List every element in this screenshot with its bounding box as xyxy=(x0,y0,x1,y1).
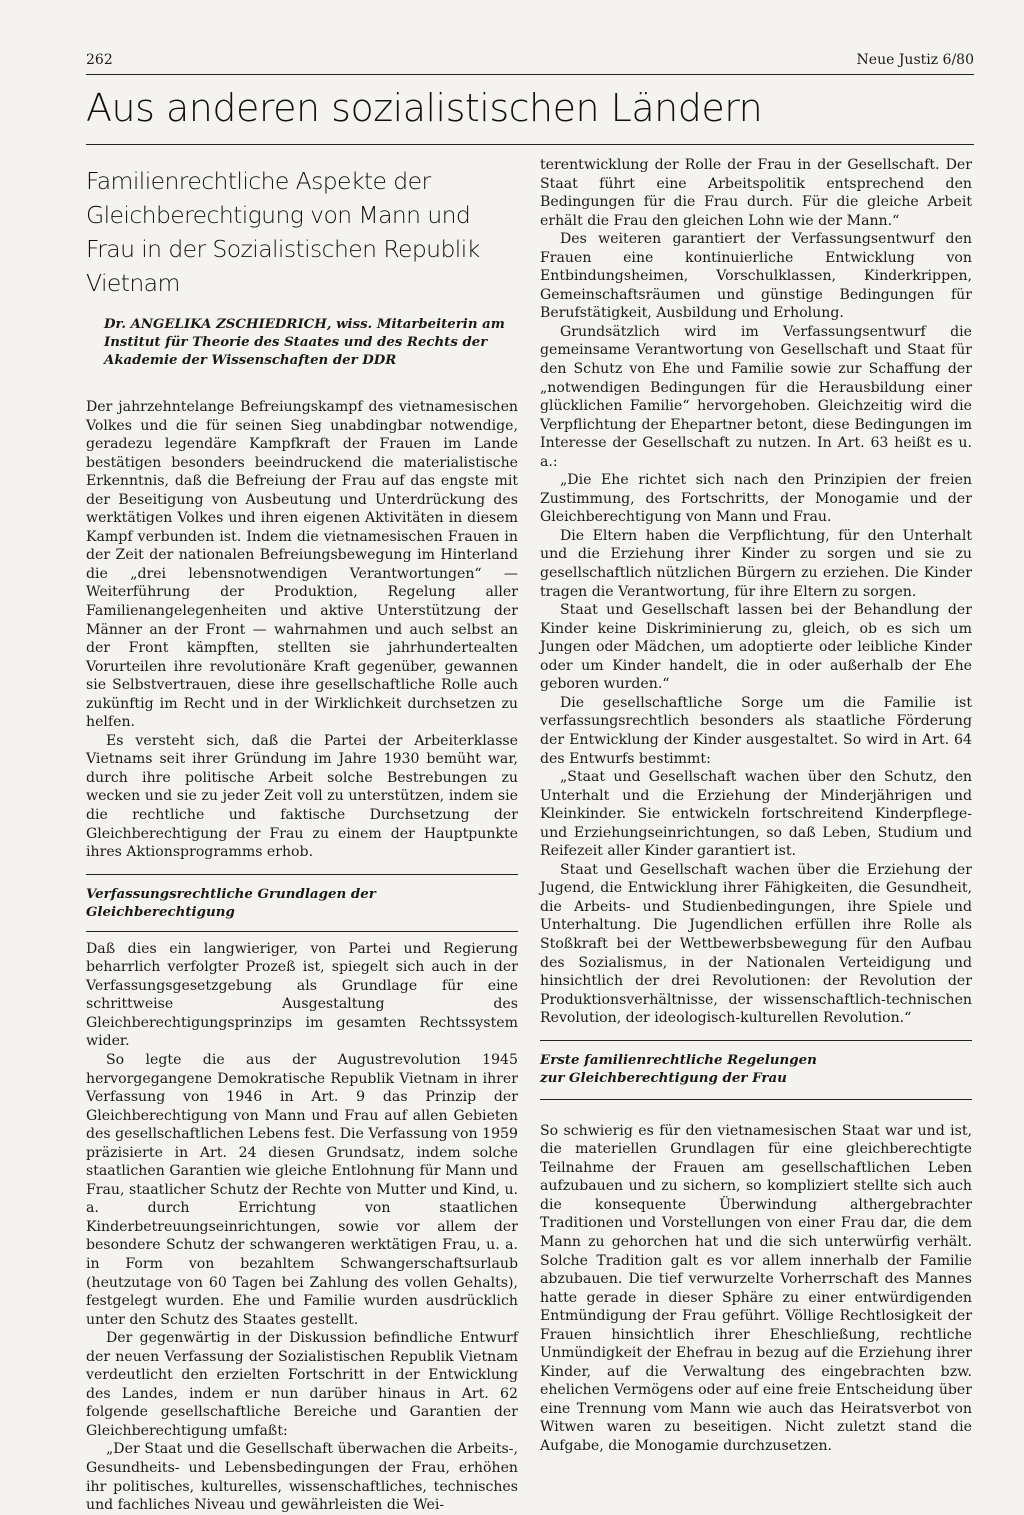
paragraph: Des weiteren garantiert der Verfassungsentwurf den Frauen eine kontinuierliche Entwicklung von Entbindungsheimen, Vorschulklassen, Kinderkrippen, Gemeinschaftsräumen und günstige Bedingungen für Berufstätigkeit, Ausbildung und Erholung. xyxy=(540,231,972,322)
subheading-line: zur Gleichberechtigung der Frau xyxy=(540,1069,787,1086)
paragraph: So schwierig es für den vietnamesischen Staat war und ist, die materiellen Grundlagen für eine gleichberechtigte Teilnahme der Frauen am gesellschaftlichen Leben aufzubauen und zu sichern, so kompliziert stellte sich auch die konsequente Überwindung althergebrachter Traditionen und Vorstellungen von einer Frau dar, die dem Mann zu gehorchen hat und die sich unterwürfig verhält. Solche Tradition galt es vor allem innerhalb der Familie abzubauen. Die tief verwurzelte Vorherrschaft des Mannes hatte gerade in dieser Sphäre zu einer entwürdigenden Entmündigung der Frau geführt. Völlige Rechtlosigkeit der Frauen hinsichtlich ihrer Eheschließung, rechtliche Unmündigkeit der Ehefrau in bezug auf die Erziehung ihrer Kinder, auf die Verwaltung des eingebrachten bzw. ehelichen Vermögens oder auf eine freie Entscheidung über eine Trennung vom Mann wie auch das Heiratsverbot von Witwen waren zu beseitigen. Nicht zuletzt stand die Aufgabe, die Monogamie durchzusetzen. xyxy=(540,1122,972,1454)
subheading-constitutional: Verfassungsrechtliche Grundlagen der Gleichberechtigung xyxy=(86,885,376,920)
subheading-rule xyxy=(540,1099,972,1100)
article-title: Familienrechtliche Aspekte der Gleichberechtigung von Mann und Frau in der Sozialistischen Republik Vietnam xyxy=(86,167,480,297)
spacer xyxy=(540,1108,972,1122)
paragraph: Staat und Gesellschaft wachen über die Erziehung der Jugend, die Entwicklung ihrer Fähigkeiten, die Gesundheit, die Arbeits- und Studienbedingungen, ihre Spiele und Unterhaltung. Die Jugendlichen erfüllen ihre Rolle als Stoßkraft bei der Wettbewerbsbewegung für den Aufbau des Sozialismus, in der Nationalen Verteidigung und hinsichtlich der drei Revolutionen: der Revolution der Produktionsverhältnisse, der wissenschaftlich-technischen Revolution, der ideologisch-kulturellen Revolution.“ xyxy=(540,861,972,1027)
paragraph: Die gesellschaftliche Sorge um die Familie ist verfassungsrechtlich besonders als staatliche Förderung der Entwicklung der Kinder ausgestaltet. So wird in Art. 64 des Entwurfs bestimmt: xyxy=(540,694,972,767)
paragraph: Es versteht sich, daß die Partei der Arbeiterklasse Vietnams seit ihrer Gründung im Jahre 1930 bemüht war, durch ihre politische Arbeit solche Bestrebungen zu wecken und sie zu jeder Zeit voll zu unterstützen, indem sie die rechtliche und faktische Durchsetzung der Gleichberechtigung der Frau zu einem der Hauptpunkte ihres Aktionsprogramms erhob. xyxy=(86,732,518,861)
paragraph: Die Eltern haben die Verpflichtung, für den Unterhalt und die Erziehung ihrer Kinder zu sorgen und sie zu gesellschaftlich nützlichen Bürgern zu erziehen. Die Kinder tragen die Verantwortung, für ihre Eltern zu sorgen. xyxy=(540,527,972,600)
page-number: 262 xyxy=(86,52,113,68)
paragraph: So legte die aus der Augustrevolution 1945 hervorgegangene Demokratische Republik Vietnam in ihrer Verfassung von 1946 in Art. 9 das Prinzip der Gleichberechtigung von Mann und Frau auf allen Gebieten des gesellschaftlichen Lebens fest. Die Verfassung von 1959 präzisierte in Art. 24 diesen Grundsatz, indem solche staatlichen Garantien wie gleiche Entlohnung für Mann und Frau, staatlicher Schutz der Rechte von Mutter und Kind, u. a. durch Errichtung von staatlichen Kinderbetreuungseinrichtungen, sowie vor allem der besondere Schutz der schwangeren werktätigen Frau, u. a. in Form von bezahltem Schwangerschaftsurlaub (heutzutage von 60 Tagen bei Zahlung des vollen Gehalts), festgelegt wurden. Ehe und Familie wurden ausdrücklich unter den Schutz des Staates gestellt. xyxy=(86,1051,518,1328)
paragraph: Daß dies ein langwieriger, von Partei und Regierung beharrlich verfolgter Prozeß ist, spiegelt sich auch in der Verfassungsgesetzgebung als Grundlage für eine schrittweise Ausgestaltung des Gleichberechtigungsprinzips im gesamten Rechtssystem wider. xyxy=(86,940,518,1050)
quote-paragraph: „Die Ehe richtet sich nach den Prinzipien der freien Zustimmung, des Fortschritts, der Monogamie und der Gleichberechtigung von Mann und Frau. xyxy=(540,472,972,526)
author-line: Dr. ANGELIKA ZSCHIEDRICH, wiss. Mitarbeiterin am Institut für Theorie des Staates und des Rechts der Akademie der Wissenschaften der DDR xyxy=(104,317,505,368)
paragraph: terentwicklung der Rolle der Frau in der Gesellschaft. Der Staat führt eine Arbeitspolitik entsprechend den Bedingungen für die Frau durch. Für die gleiche Arbeit erhält die Frau den gleichen Lohn wie der Mann.“ xyxy=(540,157,972,229)
paragraph: Staat und Gesellschaft lassen bei der Behandlung der Kinder keine Diskriminierung zu, gleich, ob es sich um Jungen oder Mädchen, um adoptierte oder leibliche Kinder oder um Kinder handelt, die in oder außerhalb der Ehe geboren wurden.“ xyxy=(540,602,972,693)
section-title: Aus anderen sozialistischen Ländern xyxy=(86,86,763,130)
subheading-family-law xyxy=(540,1051,972,1087)
right-column xyxy=(540,156,972,1456)
subheading-rule xyxy=(540,1040,972,1041)
section-rule xyxy=(86,144,974,145)
journal-issue: Neue Justiz 6/80 xyxy=(856,52,974,68)
left-column xyxy=(86,156,518,1515)
paragraph: Der jahrzehntelange Befreiungskampf des vietnamesischen Volkes und die für seinen Sieg unabdingbar notwendige, geradezu legendäre Kampfkraft der Frauen im Lande bestätigen besonders beeindruckend die materialistische Erkenntnis, daß die Befreiung der Frau auf das engste mit der Beseitigung von Ausbeutung und Unterdrückung des werktätigen Volkes und ihren eigenen Aktivitäten in diesem Kampf verbunden ist. Indem die vietnamesischen Frauen in der Zeit der nationalen Befreiungsbewegung im Hinterland die „drei lebensnotwendigen Verantwortungen“ — Weiterführung der Produktion, Regelung aller Familienangelegenheiten und aktive Unterstützung der Männer an der Front — wahrnahmen und auch selbst an der Front kämpften, stellten sie jahrhundertealten Vorurteilen ihre revolutionäre Kraft gegenüber, gewannen sie Selbstvertrauen, diese ihre gesellschaftliche Rolle auch zukünftig im Recht und in der Wirklichkeit durchsetzen zu helfen. xyxy=(86,399,518,731)
quote-paragraph: „Der Staat und die Gesellschaft überwachen die Arbeits-, Gesundheits- und Lebensbedingungen der Frau, erhöhen ihr politisches, kulturelles, wissenschaftliches, technisches und fachliches Niveau und gewährleisten die Wei- xyxy=(86,1441,518,1514)
paragraph: Grundsätzlich wird im Verfassungsentwurf die gemeinsame Verantwortung von Gesellschaft und Staat für den Schutz von Ehe und Familie sowie zur Schaffung der „notwendigen Bedingungen für die Herausbildung einer glücklichen Familie“ hervorgehoben. Gleichzeitig wird die Verpflichtung der Ehepartner betont, diese Bedingungen im Interesse der Gesellschaft zu nutzen. In Art. 63 heißt es u. a.: xyxy=(540,323,972,470)
running-header xyxy=(86,52,974,68)
paragraph: Der gegenwärtig in der Diskussion befindliche Entwurf der neuen Verfassung der Sozialistischen Republik Vietnam verdeutlicht den erzielten Fortschritt in der Entwicklung des Landes, indem er nun darüber hinaus in Art. 62 folgende gesellschaftliche Bereiche und Garantien der Gleichberechtigung umfaßt: xyxy=(86,1330,518,1439)
subheading-rule xyxy=(86,874,518,875)
subheading-line: Erste familienrechtliche Regelungen xyxy=(540,1051,817,1068)
quote-paragraph: „Staat und Gesellschaft wachen über den Schutz, den Unterhalt und die Erziehung der Minderjährigen und Kleinkinder. Sie entwickeln fortschreitend Kinderpflege- und Erziehungseinrichtungen, so daß Leben, Studium und Reifezeit aller Kinder garantiert ist. xyxy=(540,769,972,860)
subheading-rule xyxy=(86,931,518,932)
header-rule xyxy=(86,74,974,75)
